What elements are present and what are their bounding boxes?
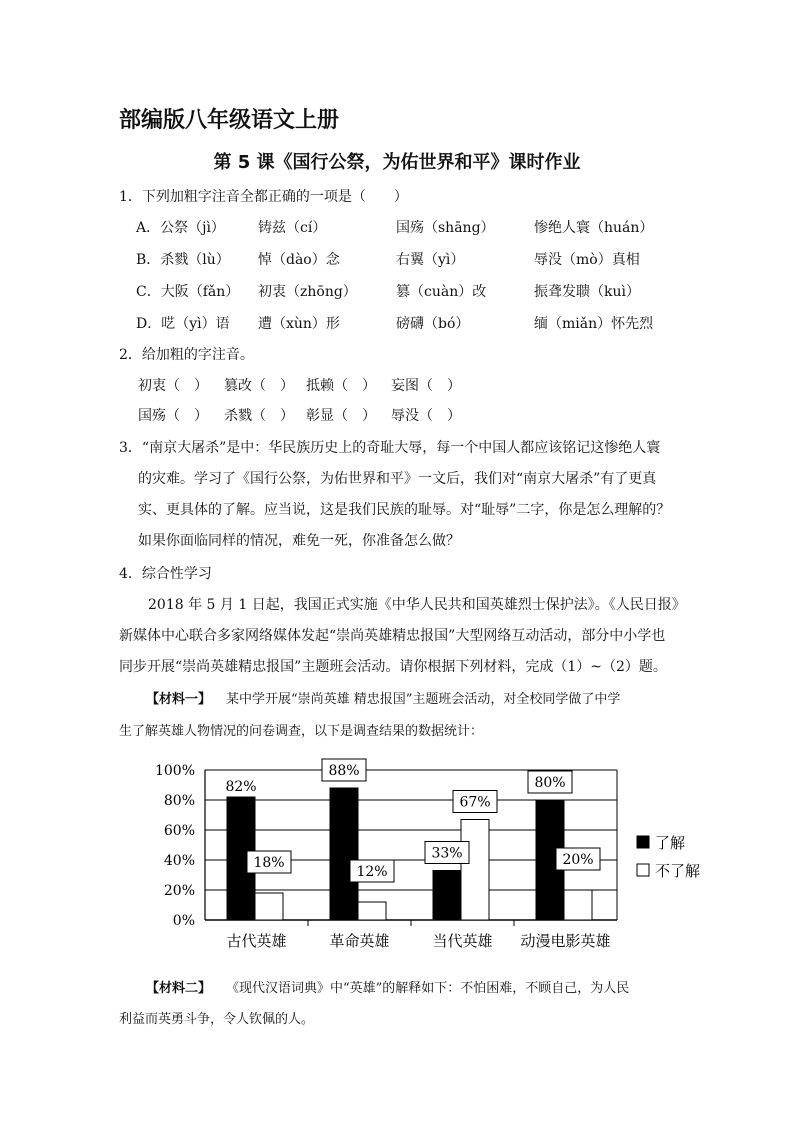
data-label-unknown: 20% — [562, 852, 594, 868]
q1-option-a-4: 惨绝人寰（huán） — [534, 220, 654, 236]
data-label-unknown: 18% — [253, 855, 285, 871]
x-tick-label: 当代英雄 — [432, 932, 493, 950]
q2-item: 妄图（ ） — [391, 378, 461, 394]
q2-item: 篡改（ ） — [224, 378, 294, 394]
q2-item: 彰显（ ） — [306, 408, 376, 424]
lesson-title: 第 5 课《国行公祭，为佑世界和平》课时作业 — [213, 152, 581, 173]
data-label-known: 82% — [225, 779, 257, 795]
material2-text: 利益而英勇斗争，令人钦佩的人。 — [119, 1012, 315, 1027]
q3-line: 3．“南京大屠杀”是中：华民族历史上的奇耻大辱，每一个中国人都应该铭记这惨绝人寰 — [119, 440, 661, 456]
q1-option-c-3: 篡（cuàn）改 — [396, 284, 487, 300]
y-tick-label: 80% — [163, 793, 195, 809]
q1-option-d-3: 磅礴（bó） — [396, 316, 470, 332]
q1-option-b-2: 悼（dào）念 — [258, 252, 340, 268]
bar-unknown — [564, 890, 592, 920]
y-tick-label: 0% — [172, 913, 195, 929]
bar-unknown — [358, 902, 386, 920]
q1-option-b-3: 右翼（yì） — [396, 252, 465, 268]
q1-option-b-1: B．杀戮（lù） — [136, 252, 230, 268]
bar-unknown — [255, 893, 283, 920]
legend-label: 不了解 — [655, 862, 701, 880]
y-tick-label: 40% — [163, 853, 195, 869]
bar-unknown — [461, 820, 489, 921]
q4-para-line: 2018 年 5 月 1 日起，我国正式实施《中华人民共和国英雄烈士保护法》。《人民日报》 — [148, 597, 686, 613]
q4-stem: 4．综合性学习 — [119, 566, 212, 582]
q1-option-d-4: 缅（miǎn）怀先烈 — [534, 316, 654, 332]
x-tick-label: 革命英雄 — [329, 932, 390, 950]
q1-stem: 1．下列加粗字注音全都正确的一项是（ ） — [119, 189, 408, 205]
bar-known — [330, 788, 358, 920]
q4-para-line: 新媒体中心联合多家网络媒体发起“崇尚英雄精忠报国”大型网络互动活动，部分中小学也 — [119, 628, 666, 644]
q1-option-a-2: 铸兹（cí） — [258, 220, 327, 236]
data-label-unknown: 67% — [459, 794, 491, 811]
y-tick-label: 20% — [163, 883, 195, 899]
legend-swatch — [637, 836, 649, 848]
q4-para-line: 同步开展“崇尚英雄精忠报国”主题班会活动。请你根据下列材料，完成（1）~（2）题。 — [119, 659, 667, 675]
legend-swatch — [637, 864, 649, 876]
page-title: 部编版八年级语文上册 — [119, 108, 340, 133]
q1-option-c-1: C．大阪（fǎn） — [136, 284, 240, 300]
q2-item: 抵赖（ ） — [306, 378, 376, 394]
material2-text: 《现代汉语词典》中“英雄”的解释如下：不怕困难，不顾自己，为人民 — [226, 981, 630, 996]
q1-option-a-1: A．公祭（jì） — [136, 220, 225, 236]
q1-option-c-4: 振聋发聩（kuì） — [534, 284, 640, 300]
q3-line: 如果你面临同样的情况，难免一死，你准备怎么做？ — [138, 533, 460, 549]
data-label-known: 80% — [534, 775, 566, 791]
q1-option-b-4: 辱没（mò）真相 — [534, 252, 640, 268]
material1-text: 某中学开展“崇尚英雄 精忠报国”主题班会活动，对全校同学做了中学 — [226, 692, 621, 707]
material1-text: 生了解英雄人物情况的问卷调查，以下是调查结果的数据统计： — [119, 724, 484, 739]
y-tick-label: 60% — [163, 823, 195, 839]
bar-known — [433, 871, 461, 921]
y-tick-label: 100% — [154, 763, 195, 779]
x-tick-label: 动漫电影英雄 — [520, 932, 611, 950]
data-label-known: 88% — [328, 763, 360, 779]
q1-option-c-2: 初衷（zhōng） — [258, 284, 357, 300]
q1-option-a-3: 国殇（shāng） — [396, 220, 495, 236]
q2-stem: 2．给加粗的字注音。 — [119, 347, 254, 363]
data-label-known: 33% — [431, 845, 463, 862]
x-tick-label: 古代英雄 — [226, 932, 287, 950]
q3-line: 的灾难。学习了《国行公祭，为佑世界和平》一文后，我们对“南京大屠杀”有了更真 — [138, 471, 657, 487]
q1-option-d-2: 遭（xùn）形 — [258, 316, 340, 332]
q2-item: 国殇（ ） — [138, 408, 208, 424]
q1-option-d-1: D．呓（yì）语 — [136, 316, 230, 332]
q2-item: 杀戮（ ） — [224, 408, 294, 424]
q2-item: 初衷（ ） — [138, 378, 208, 394]
legend-label: 了解 — [655, 834, 686, 852]
material2-tag: 【材料二】 — [146, 981, 212, 996]
material1-tag: 【材料一】 — [146, 692, 212, 707]
data-label-unknown: 12% — [356, 864, 388, 880]
q3-line: 实、更具体的了解。应当说，这是我们民族的耻辱。对“耻辱”二字，你是怎么理解的？ — [138, 502, 671, 518]
q2-item: 辱没（ ） — [391, 408, 461, 424]
